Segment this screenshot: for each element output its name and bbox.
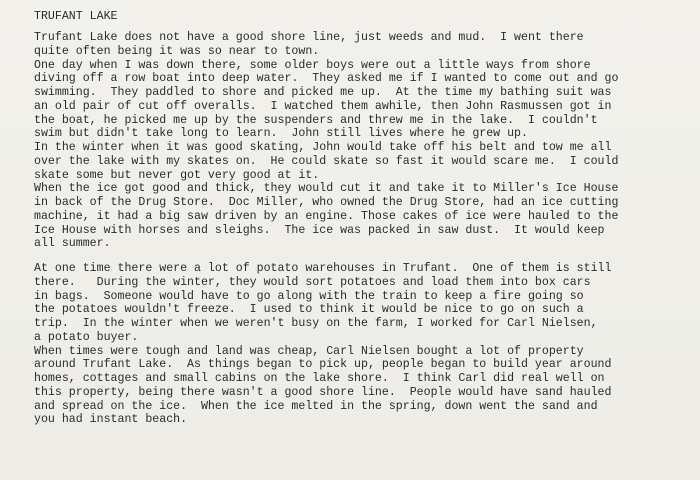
text-line: When times were tough and land was cheap, Carl Nielsen bought a lot of property: [34, 344, 584, 358]
text-line: skate some but never got very good at it.: [34, 168, 320, 182]
paragraph-lake: [34, 31, 690, 251]
text-line: One day when I was down there, some older boys were out a little ways from shore: [34, 58, 591, 72]
text-line: quite often being it was so near to town.: [34, 44, 320, 58]
text-line: diving off a row boat into deep water. They asked me if I wanted to come out and go: [34, 72, 619, 86]
text-line: the potatoes wouldn't freeze. I used to think it would be nice to go on such a: [34, 303, 584, 317]
text-line: At one time there were a lot of potato warehouses in Trufant. One of them is still: [34, 262, 612, 275]
text-line: In the winter when it was good skating, John would take off his belt and tow me all: [34, 141, 612, 154]
text-line: around Trufant Lake. As things began to pick up, people began to build year around: [34, 358, 612, 372]
text-line: there. During the winter, they would sort potatoes and load them into box cars: [34, 275, 591, 289]
text-line: in back of the Drug Store. Doc Miller, who owned the Drug Store, had an ice cutting: [34, 196, 619, 209]
text-line: trip. In the winter when we weren't busy on the farm, I worked for Carl Nielsen,: [34, 317, 598, 330]
text-line: Trufant Lake does not have a good shore line, just weeds and mud. I went there: [34, 31, 584, 44]
text-line: swim but didn't take long to learn. John still lives where he grew up.: [34, 127, 528, 141]
text-line: swimming. They paddled to shore and picked me up. At the time my bathing suit was: [34, 86, 612, 99]
paragraph-gap: [34, 251, 690, 262]
text-line: all summer.: [34, 237, 111, 251]
text-line: an old pair of cut off overalls. I watched them awhile, then John Rasmussen got in: [34, 99, 612, 113]
text-line: homes, cottages and small cabins on the lake shore. I think Carl did real well on: [34, 372, 605, 385]
text-line: over the lake with my skates on. He could skate so fast it would scare me. I could: [34, 154, 619, 168]
text-line: When the ice got good and thick, they would cut it and take it to Miller's Ice House: [34, 182, 619, 196]
text-line: a potato buyer.: [34, 330, 139, 344]
text-line: in bags. Someone would have to go along with the train to keep a fire going so: [34, 289, 584, 303]
text-line: machine, it had a big saw driven by an engine. Those cakes of ice were hauled to the: [34, 209, 619, 223]
text-line: you had instant beach.: [34, 413, 188, 427]
text-line: and spread on the ice. When the ice melted in the spring, down went the sand and: [34, 399, 598, 413]
text-line: this property, being there wasn't a good shore line. People would have sand hauled: [34, 385, 612, 399]
text-line: the boat, he picked me up by the suspenders and threw me in the lake. I couldn't: [34, 113, 598, 127]
text-line: Ice House with horses and sleighs. The ice was packed in saw dust. It would keep: [34, 223, 605, 237]
paragraph-potato: [34, 262, 690, 427]
page-title: TRUFANT LAKE: [34, 10, 118, 23]
